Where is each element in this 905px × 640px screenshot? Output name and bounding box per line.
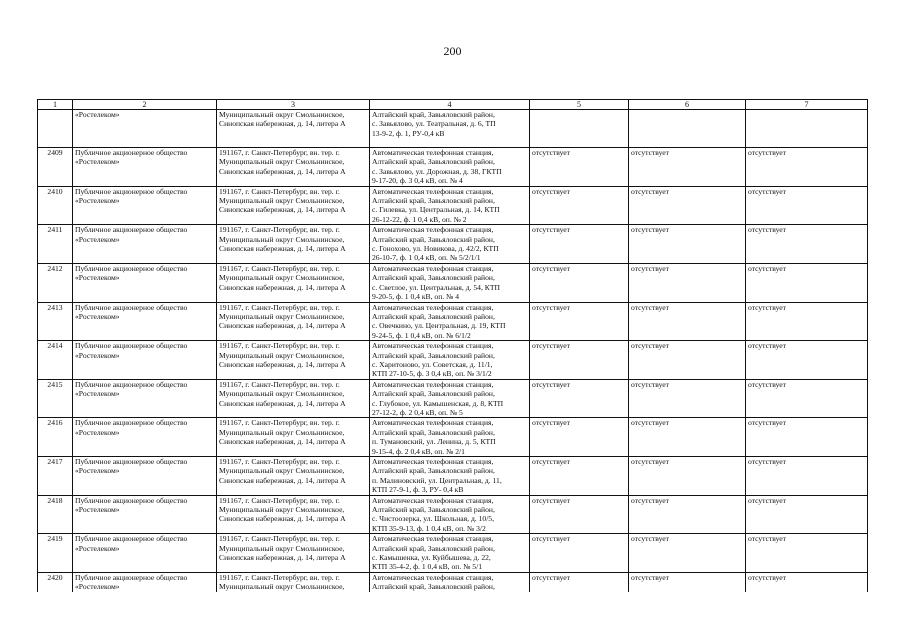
location-cell	[370, 572, 530, 591]
owner-cell	[73, 418, 217, 457]
column-6-cell: отсутствует	[629, 534, 746, 573]
row-number: 2414	[38, 341, 73, 380]
column-5-cell: отсутствует	[530, 186, 629, 225]
column-7-cell: отсутствует	[746, 495, 868, 534]
owner-cell-line: «Ростелеком»	[75, 234, 120, 244]
column-7-cell: отсутствует	[746, 148, 868, 187]
address-cell	[217, 341, 370, 380]
address-cell-line: Синопская набережная, д. 14, литера А	[219, 282, 346, 292]
owner-cell-line: Публичное акционерное общество	[75, 457, 188, 466]
column-header: 2	[73, 100, 217, 110]
table-row	[38, 418, 868, 457]
table-body	[38, 100, 868, 592]
owner-cell-line: «Ростелеком»	[75, 389, 120, 399]
address-cell-line: Синопская набережная, д. 14, литера А	[219, 244, 346, 254]
column-7-cell: отсутствует	[746, 302, 868, 341]
location-cell-line: Автоматическая телефонная станция,	[372, 263, 494, 273]
owner-cell-line: «Ростелеком»	[75, 466, 120, 476]
address-cell-line: Муниципальный округ Смольнинское,	[219, 427, 345, 437]
column-6-cell: отсутствует	[629, 186, 746, 225]
address-cell-line: Синопская набережная, д. 14, литера А	[219, 205, 346, 215]
location-cell-line: КТП 35-9-13, ф. 1 0,4 кВ, оп. № 3/2	[372, 523, 486, 533]
address-cell	[217, 418, 370, 457]
location-cell-line: с. Завьялово, ул. Дорожная, д. 38, ГКТП	[372, 166, 502, 176]
address-cell-line: Муниципальный округ Смольнинское,	[219, 582, 345, 592]
location-cell	[370, 418, 530, 457]
owner-cell	[73, 148, 217, 187]
column-5-cell: отсутствует	[530, 302, 629, 341]
location-cell-line: КТП 35-4-2, ф. 1 0,4 кВ, оп. № 5/1	[372, 562, 482, 572]
location-cell-line: Алтайский край, Завьяловский район,	[372, 466, 495, 476]
address-cell-line: Муниципальный округ Смольнинское,	[219, 543, 345, 553]
address-cell-line: Муниципальный округ Смольнинское,	[219, 350, 345, 360]
location-cell-line: 13-9-2, ф. 1, РУ-0,4 кВ	[372, 128, 445, 138]
column-7-cell: отсутствует	[746, 225, 868, 264]
location-cell	[370, 110, 530, 148]
column-6-cell: отсутствует	[629, 225, 746, 264]
owner-cell-line: Публичное акционерное общество	[75, 534, 188, 544]
location-cell-line: Автоматическая телефонная станция,	[372, 572, 494, 582]
owner-cell	[73, 341, 217, 380]
column-6-cell: отсутствует	[629, 572, 746, 591]
address-cell-line: Муниципальный округ Смольнинское,	[219, 234, 345, 244]
owner-cell-line: Публичное акционерное общество	[75, 148, 188, 157]
address-cell-line: Муниципальный округ Смольнинское,	[219, 311, 345, 321]
location-cell-line: с. Завьялово, ул. Театральная, д. 6, ТП	[372, 119, 496, 129]
table-row	[38, 225, 868, 264]
column-7-cell: отсутствует	[746, 418, 868, 457]
location-cell-line: 9-20-5, ф. 1 0,4 кВ, оп. № 4	[372, 292, 459, 302]
owner-cell	[73, 379, 217, 418]
location-cell-line: 26-10-7, ф. 1 0,4 кВ, оп. № 5/2/1/1	[372, 253, 481, 263]
column-6-cell: отсутствует	[629, 341, 746, 380]
location-cell-line: 26-12-22, ф. 1 0,4 кВ, оп. № 2	[372, 214, 467, 224]
location-cell-line: 9-15-4, ф. 2 0,4 кВ, оп. № 2/1	[372, 446, 465, 456]
location-cell-line: Автоматическая телефонная станция,	[372, 534, 494, 544]
column-6-cell: отсутствует	[629, 379, 746, 418]
table-row	[38, 302, 868, 341]
address-cell-line: 191167, г. Санкт-Петербург, вн. тер. г.	[219, 186, 340, 196]
location-cell	[370, 379, 530, 418]
location-cell-line: Алтайский край, Завьяловский район,	[372, 582, 495, 592]
location-cell	[370, 302, 530, 341]
owner-cell-line: Публичное акционерное общество	[75, 341, 188, 351]
location-cell-line: Алтайский край, Завьяловский район,	[372, 543, 495, 553]
address-cell-line: Синопская набережная, д. 14, литера А	[219, 514, 346, 524]
address-cell-line: 191167, г. Санкт-Петербург, вн. тер. г.	[219, 263, 340, 273]
owner-cell-line: Публичное акционерное общество	[75, 263, 188, 273]
column-6-cell	[629, 110, 746, 148]
location-cell	[370, 495, 530, 534]
owner-cell	[73, 225, 217, 264]
location-cell-line: 9-24-5, ф. 1 0,4 кВ, оп. № 6/1/2	[372, 330, 471, 340]
location-cell	[370, 457, 530, 496]
address-cell-line: Синопская набережная, д. 14, литера А	[219, 398, 346, 408]
location-cell-line: с. Камышенка, ул. Куйбышева, д. 22,	[372, 553, 491, 563]
address-cell	[217, 379, 370, 418]
address-cell-line: Синопская набережная, д. 14, литера А	[219, 166, 346, 176]
address-cell	[217, 572, 370, 591]
address-cell-line: Муниципальный округ Смольнинское,	[219, 110, 345, 119]
address-cell	[217, 263, 370, 302]
table-row	[38, 457, 868, 496]
column-5-cell: отсутствует	[530, 379, 629, 418]
column-6-cell: отсутствует	[629, 263, 746, 302]
page-number: 200	[443, 44, 462, 58]
table-row	[38, 341, 868, 380]
location-cell-line: с. Глубокое, ул. Камышенская, д. 8, КТП	[372, 398, 504, 408]
table-row	[38, 534, 868, 573]
column-5-cell: отсутствует	[530, 225, 629, 264]
address-cell-line: 191167, г. Санкт-Петербург, вн. тер. г.	[219, 302, 340, 312]
column-7-cell: отсутствует	[746, 534, 868, 573]
owner-cell	[73, 572, 217, 591]
location-cell	[370, 263, 530, 302]
location-cell-line: п. Малиновский, ул. Центральная, д. 11,	[372, 475, 502, 485]
owner-cell	[73, 495, 217, 534]
owner-cell-line: Публичное акционерное общество	[75, 379, 188, 389]
address-cell-line: Синопская набережная, д. 14, литера А	[219, 553, 346, 563]
location-cell-line: Автоматическая телефонная станция,	[372, 457, 494, 466]
column-7-cell: отсутствует	[746, 341, 868, 380]
address-cell	[217, 457, 370, 496]
owner-cell	[73, 534, 217, 573]
location-cell-line: 27-12-2, ф. 2 0,4 кВ, оп. № 5	[372, 407, 463, 417]
owner-cell-line: «Ростелеком»	[75, 582, 120, 592]
address-cell-line: 191167, г. Санкт-Петербург, вн. тер. г.	[219, 572, 340, 582]
location-cell	[370, 534, 530, 573]
row-number: 2416	[38, 418, 73, 457]
column-5-cell: отсутствует	[530, 341, 629, 380]
address-cell-line: 191167, г. Санкт-Петербург, вн. тер. г.	[219, 341, 340, 351]
row-number: 2413	[38, 302, 73, 341]
location-cell	[370, 148, 530, 187]
row-number: 2410	[38, 186, 73, 225]
location-cell-line: Алтайский край, Завьяловский район,	[372, 157, 495, 167]
column-5-cell: отсутствует	[530, 457, 629, 496]
owner-cell-line: «Ростелеком»	[75, 311, 120, 321]
location-cell-line: с. Гилевка, ул. Центральная, д. 14, КТП	[372, 205, 500, 215]
address-cell	[217, 534, 370, 573]
address-cell-line: Синопская набережная, д. 14, литера А	[219, 437, 346, 447]
row-number	[38, 110, 73, 148]
location-cell-line: Алтайский край, Завьяловский район,	[372, 311, 495, 321]
column-header: 7	[746, 100, 868, 110]
location-cell-line: Автоматическая телефонная станция,	[372, 341, 494, 351]
column-header: 5	[530, 100, 629, 110]
row-number: 2409	[38, 148, 73, 187]
address-cell	[217, 186, 370, 225]
column-7-cell: отсутствует	[746, 186, 868, 225]
location-cell-line: с. Гонохово, ул. Новикова, д. 42/2, КТП	[372, 244, 499, 254]
address-cell-line: Синопская набережная, д. 14, литера А	[219, 475, 346, 485]
address-cell-line: 191167, г. Санкт-Петербург, вн. тер. г.	[219, 418, 340, 428]
table-row	[38, 572, 868, 591]
address-cell-line: 191167, г. Санкт-Петербург, вн. тер. г.	[219, 457, 340, 466]
location-cell	[370, 186, 530, 225]
address-cell-line: Муниципальный округ Смольнинское,	[219, 157, 345, 167]
row-number: 2419	[38, 534, 73, 573]
row-number: 2411	[38, 225, 73, 264]
location-cell-line: Алтайский край, Завьяловский район,	[372, 273, 495, 283]
location-cell-line: Автоматическая телефонная станция,	[372, 418, 494, 428]
address-cell-line: 191167, г. Санкт-Петербург, вн. тер. г.	[219, 225, 340, 235]
owner-cell-line: «Ростелеком»	[75, 157, 120, 167]
location-cell-line: Алтайский край, Завьяловский район,	[372, 427, 495, 437]
address-cell	[217, 495, 370, 534]
location-cell-line: КТП 27-9-1, ф. 3, РУ- 0,4 кВ	[372, 485, 464, 495]
location-cell-line: Алтайский край, Завьяловский район,	[372, 110, 495, 119]
address-cell-line: Муниципальный округ Смольнинское,	[219, 466, 345, 476]
owner-cell-line: Публичное акционерное общество	[75, 186, 188, 196]
location-cell-line: Автоматическая телефонная станция,	[372, 225, 494, 235]
row-number: 2415	[38, 379, 73, 418]
owner-cell	[73, 457, 217, 496]
address-cell-line: 191167, г. Санкт-Петербург, вн. тер. г.	[219, 148, 340, 157]
location-cell-line: Алтайский край, Завьяловский район,	[372, 234, 495, 244]
column-7-cell: отсутствует	[746, 379, 868, 418]
column-6-cell: отсутствует	[629, 302, 746, 341]
address-cell-line: 191167, г. Санкт-Петербург, вн. тер. г.	[219, 379, 340, 389]
column-header: 4	[370, 100, 530, 110]
row-number: 2418	[38, 495, 73, 534]
column-5-cell: отсутствует	[530, 534, 629, 573]
address-cell-line: Муниципальный округ Смольнинское,	[219, 505, 345, 515]
column-5-cell: отсутствует	[530, 572, 629, 591]
location-cell-line: с. Светлое, ул. Центральная, д. 54, КТП	[372, 282, 500, 292]
location-cell	[370, 341, 530, 380]
location-cell-line: Автоматическая телефонная станция,	[372, 148, 494, 157]
column-5-cell: отсутствует	[530, 263, 629, 302]
address-cell-line: Муниципальный округ Смольнинское,	[219, 389, 345, 399]
location-cell-line: с. Харитоново, ул. Советская, д. 11/1,	[372, 359, 493, 369]
owner-cell	[73, 110, 217, 148]
owner-cell-line: «Ростелеком»	[75, 350, 120, 360]
location-cell-line: Алтайский край, Завьяловский район,	[372, 196, 495, 206]
owner-cell-line: «Ростелеком»	[75, 505, 120, 515]
owner-cell-line: Публичное акционерное общество	[75, 418, 188, 428]
address-cell-line: 191167, г. Санкт-Петербург, вн. тер. г.	[219, 534, 340, 544]
table-row	[38, 495, 868, 534]
owner-cell-line: «Ростелеком»	[75, 427, 120, 437]
location-cell-line: Автоматическая телефонная станция,	[372, 495, 494, 505]
owner-cell-line: «Ростелеком»	[75, 273, 120, 283]
owner-cell-line: Публичное акционерное общество	[75, 495, 188, 505]
owner-cell-line: «Ростелеком»	[75, 196, 120, 206]
column-5-cell: отсутствует	[530, 495, 629, 534]
address-cell-line: 191167, г. Санкт-Петербург, вн. тер. г.	[219, 495, 340, 505]
address-cell	[217, 148, 370, 187]
table-row	[38, 379, 868, 418]
address-cell-line: Муниципальный округ Смольнинское,	[219, 273, 345, 283]
table-row	[38, 186, 868, 225]
owner-cell	[73, 186, 217, 225]
column-7-cell	[746, 110, 868, 148]
column-6-cell: отсутствует	[629, 457, 746, 496]
row-number: 2420	[38, 572, 73, 591]
column-5-cell: отсутствует	[530, 148, 629, 187]
row-number: 2417	[38, 457, 73, 496]
column-7-cell: отсутствует	[746, 263, 868, 302]
location-cell-line: с. Чистоозерка, ул. Школьная, д. 10/5,	[372, 514, 495, 524]
owner-cell-line: Публичное акционерное общество	[75, 572, 188, 582]
column-5-cell: отсутствует	[530, 418, 629, 457]
column-7-cell: отсутствует	[746, 572, 868, 591]
address-cell-line: Синопская набережная, д. 14, литера А	[219, 359, 346, 369]
column-7-cell: отсутствует	[746, 457, 868, 496]
location-cell-line: Автоматическая телефонная станция,	[372, 302, 494, 312]
header-row	[38, 100, 868, 110]
location-cell-line: Автоматическая телефонная станция,	[372, 379, 494, 389]
registry-table	[37, 99, 868, 592]
owner-cell	[73, 263, 217, 302]
location-cell-line: Автоматическая телефонная станция,	[372, 186, 494, 196]
column-header: 1	[38, 100, 73, 110]
owner-cell-line: Публичное акционерное общество	[75, 225, 188, 235]
address-cell	[217, 110, 370, 148]
column-header: 3	[217, 100, 370, 110]
table-row	[38, 148, 868, 187]
column-6-cell: отсутствует	[629, 418, 746, 457]
column-5-cell	[530, 110, 629, 148]
owner-cell-line: «Ростелеком»	[75, 543, 120, 553]
location-cell-line: п. Тумановский, ул. Ленина, д. 5, КТП	[372, 437, 496, 447]
owner-cell	[73, 302, 217, 341]
address-cell	[217, 302, 370, 341]
column-header: 6	[629, 100, 746, 110]
column-6-cell: отсутствует	[629, 495, 746, 534]
owner-cell-line: Публичное акционерное общество	[75, 302, 188, 312]
table-row	[38, 263, 868, 302]
address-cell-line: Муниципальный округ Смольнинское,	[219, 196, 345, 206]
address-cell-line: Синопская набережная, д. 14, литера А	[219, 119, 346, 129]
table-row	[38, 110, 868, 148]
location-cell-line: Алтайский край, Завьяловский район,	[372, 350, 495, 360]
column-6-cell: отсутствует	[629, 148, 746, 187]
row-number: 2412	[38, 263, 73, 302]
location-cell	[370, 225, 530, 264]
owner-cell-line: «Ростелеком»	[75, 110, 120, 119]
address-cell	[217, 225, 370, 264]
location-cell-line: КТП 27-10-5, ф. 3 0,4 кВ, оп. № 3/1/2	[372, 369, 492, 379]
location-cell-line: 9-17-20, ф. 3 0,4 кВ, оп. № 4	[372, 176, 463, 186]
location-cell-line: Алтайский край, Завьяловский район,	[372, 505, 495, 515]
location-cell-line: Алтайский край, Завьяловский район,	[372, 389, 495, 399]
location-cell-line: с. Овечкино, ул. Центральная, д. 19, КТП	[372, 321, 506, 331]
address-cell-line: Синопская набережная, д. 14, литера А	[219, 321, 346, 331]
